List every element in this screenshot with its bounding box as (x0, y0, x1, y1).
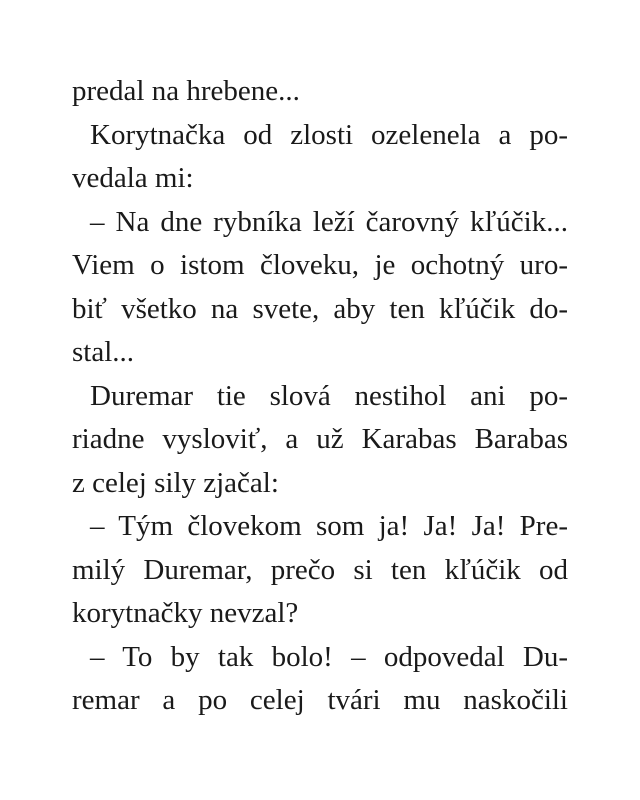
text-line: z celej sily zjačal: (72, 466, 279, 499)
text-line: riadne vysloviť, a už Karabas Barabas (72, 423, 568, 455)
text-line: korytnačky nevzal? (72, 597, 299, 629)
text-line: – Na dne rybníka leží čarovný kľúčik... (90, 205, 568, 238)
text-line: predal na hrebene... (72, 75, 300, 107)
text-line: – Tým človekom som ja! Ja! Ja! Pre- (90, 510, 568, 542)
text-line: milý Duremar, prečo si ten kľúčik od (72, 553, 568, 586)
text-line: remar a po celej tvári mu naskočili (72, 684, 568, 716)
text-line: biť všetko na svete, aby ten kľúčik do- (72, 292, 568, 325)
text-line: Duremar tie slová nestihol ani po- (90, 379, 568, 412)
text-line: stal... (72, 336, 135, 368)
book-page-text (72, 70, 568, 723)
text-line: Viem o istom človeku, je ochotný uro- (72, 249, 568, 281)
text-line: – To by tak bolo! – odpovedal Du- (90, 640, 568, 673)
text-line: Korytnačka od zlosti ozelenela a po- (90, 118, 568, 151)
text-line: vedala mi: (72, 162, 194, 194)
